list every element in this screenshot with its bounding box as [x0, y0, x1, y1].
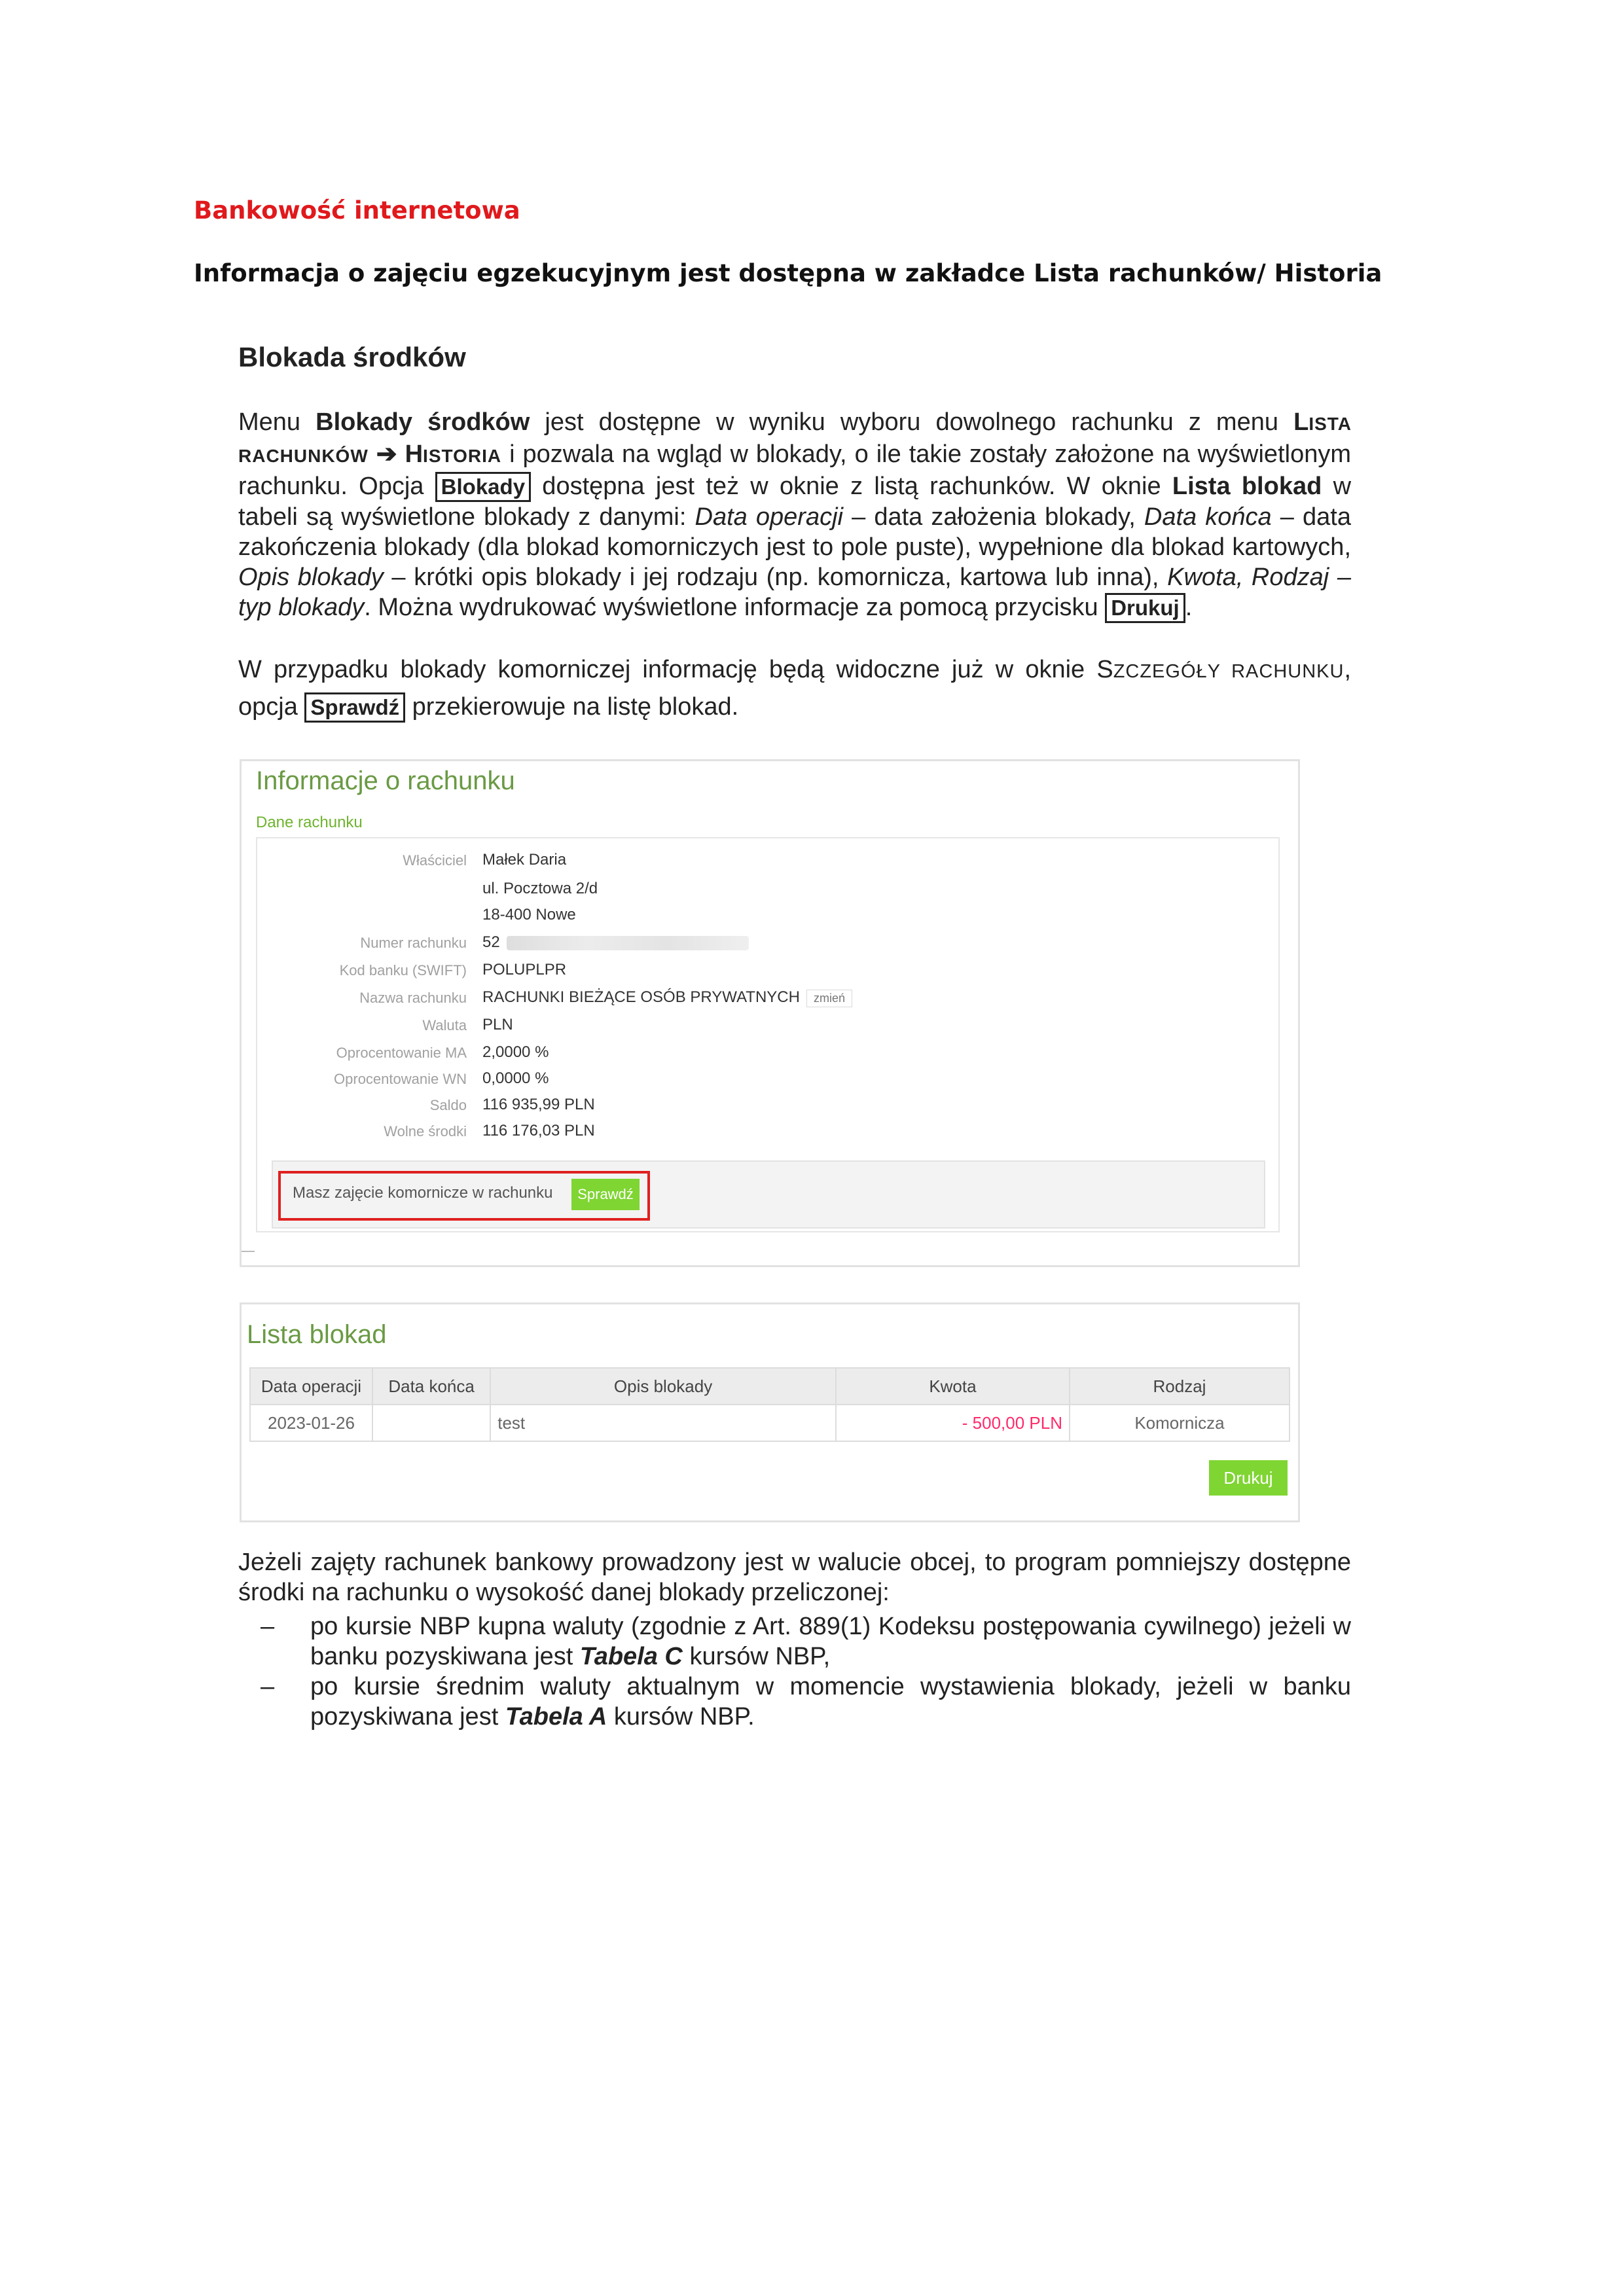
col-amount[interactable]: Kwota [836, 1368, 1070, 1405]
manual-paragraph-2: W przypadku blokady komorniczej informację będą widoczne już w oknie SZCZEGÓŁY RACHUNKU, opcja Sprawdź przekierowuje na listę blokad. [238, 655, 1351, 723]
list-item: – po kursie średnim waluty aktualnym w momencie wystawienia blokady, jeżeli w banku pozyskiwana jest Tabela A kursów NBP. [261, 1673, 1351, 1731]
account-data-section-label: Dane rachunku [256, 814, 363, 831]
cell-description: test [490, 1405, 836, 1441]
blocks-list-panel [240, 1302, 1300, 1522]
row-account-name: Nazwa rachunku RACHUNKI BIEŻĄCE OSÓB PRYWATNYCH zmień [257, 984, 1278, 1010]
print-button[interactable]: Drukuj [1209, 1460, 1288, 1496]
blokady-button-illustration: Blokady [435, 472, 531, 502]
row-address-city: 18-400 Nowe [482, 906, 576, 924]
manual-paragraph-1: Menu Blokady środków jest dostępne w wyniku wyboru dowolnego rachunku z menu LISTA RACHUNKÓW ➔ HISTORIA i pozwala na wgląd w blokady, o ile takie zostały założone na wyświetlonym rachunku. Opcja Blokady dostępna jest też w oknie z listą rachunków. W oknie Lista blokad w tabeli są wyświetlone blokady z danymi: Data operacji – data założenia blokady, Data końca – data zakończenia blokady (dla blokad komorniczych jest to pole puste), wypełnione dla blokad kartowych, Opis blokady – krótki opis blokady i jej rodzaju (np. komornicza, kartowa lub inna), Kwota, Rodzaj – typ blokady. Można wydrukować wyświetlone informacje za pomocą przycisku Drukuj . [238, 407, 1351, 623]
account-details-box [256, 837, 1280, 1232]
col-end-date[interactable]: Data końca [372, 1368, 490, 1405]
page-subtitle: Informacja o zajęciu egzekucyjnym jest dostępna w zakładce Lista rachunków/ Historia [194, 259, 1382, 287]
row-swift: Kod banku (SWIFT) POLUPLPR [339, 961, 567, 978]
row-address-street: ul. Pocztowa 2/d [482, 880, 598, 897]
row-owner: Właściciel Małek Daria [403, 851, 567, 869]
seizure-notice-text: Masz zajęcie komornicze w rachunku [293, 1184, 553, 1202]
cell-end-date [372, 1405, 490, 1441]
table-header-row [250, 1368, 1290, 1405]
section-title: Bankowość internetowa [194, 196, 520, 224]
row-interest-ma: Oprocentowanie MA 2,0000 % [336, 1043, 549, 1061]
check-seizure-button[interactable]: Sprawdź [571, 1179, 640, 1210]
list-item: – po kursie NBP kupna waluty (zgodnie z Art. 889(1) Kodeksu postępowania cywilnego) jeżeli w banku pozyskiwana jest Tabela C kursów NBP, [261, 1613, 1351, 1670]
cell-type: Komornicza [1070, 1405, 1290, 1441]
sprawdz-button-illustration: Sprawdź [304, 692, 405, 723]
arrow-right-icon: ➔ [368, 440, 405, 468]
drukuj-button-illustration: Drukuj [1105, 593, 1185, 623]
table-row[interactable] [250, 1405, 1290, 1441]
masked-account-number [507, 936, 749, 950]
cell-operation-date: 2023-01-26 [250, 1405, 372, 1441]
seizure-notice-bar [272, 1160, 1265, 1229]
row-currency: Waluta PLN [422, 1016, 513, 1033]
foreign-currency-intro: Jeżeli zajęty rachunek bankowy prowadzony jest w walucie obcej, to program pomniejszy dostępne środki na rachunku o wysokość danej blokady przeliczonej: [238, 1549, 1351, 1606]
manual-heading: Blokada środków [238, 342, 466, 372]
col-operation-date[interactable]: Data operacji [250, 1368, 372, 1405]
seizure-notice-highlight [278, 1171, 650, 1221]
account-info-title: Informacje o rachunku [256, 766, 515, 795]
dash-bullet: – [261, 1613, 275, 1640]
cell-amount: - 500,00 PLN [836, 1405, 1070, 1441]
blocks-table [249, 1367, 1290, 1442]
row-account-number: Numer rachunku 52 [257, 929, 1278, 955]
row-available-funds: Wolne środki 116 176,03 PLN [384, 1122, 595, 1139]
col-description[interactable]: Opis blokady [490, 1368, 836, 1405]
dash-bullet: – [261, 1673, 275, 1700]
foreign-currency-section [238, 1547, 1351, 1732]
col-type[interactable]: Rodzaj [1070, 1368, 1290, 1405]
row-interest-wn: Oprocentowanie WN 0,0000 % [334, 1069, 549, 1087]
change-account-name-button[interactable]: zmień [806, 990, 852, 1007]
row-balance: Saldo 116 935,99 PLN [429, 1096, 595, 1113]
account-info-panel [240, 759, 1300, 1267]
panel-corner-mark [242, 1251, 255, 1252]
blocks-list-title: Lista blokad [247, 1320, 387, 1349]
